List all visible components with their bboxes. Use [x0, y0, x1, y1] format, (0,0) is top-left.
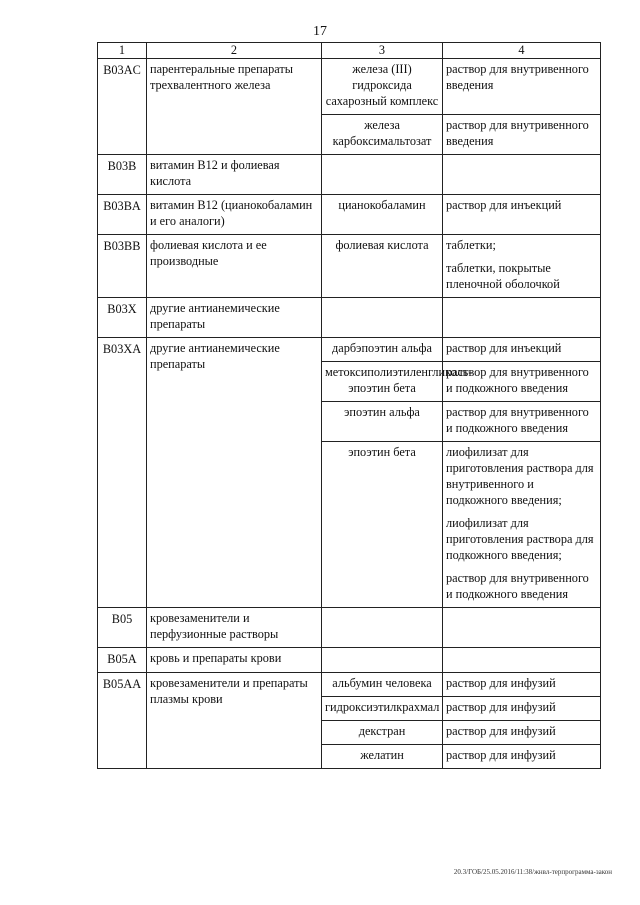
atc-code-cell: B03X [98, 298, 147, 338]
column-header-2: 2 [147, 43, 322, 59]
atc-code-cell: B03XA [98, 338, 147, 608]
atc-code-cell: B05A [98, 648, 147, 673]
drug-name-cell [322, 155, 443, 195]
table-row [98, 648, 601, 673]
drug-name-cell: гидроксиэтилкрахмал [322, 697, 443, 721]
table-row [98, 338, 601, 362]
drug-table [97, 42, 601, 769]
group-name-cell: витамин В12 (цианокобаламин и его аналоги) [147, 195, 322, 235]
group-name-cell: другие антианемические препараты [147, 338, 322, 608]
drug-name-cell: эпоэтин альфа [322, 402, 443, 442]
document-footer: 20.3/ГОБ/25.05.2016/11:38/жнвл-терпрограмма-закон [453, 868, 612, 876]
dosage-form: раствор для внутривенного и подкожного введения [446, 365, 589, 395]
drug-name-cell: железа (III) гидроксида сахарозный комплекс [322, 59, 443, 115]
dosage-form: раствор для инфузий [446, 700, 556, 714]
group-name-cell: кровь и препараты крови [147, 648, 322, 673]
page-number: 17 [313, 24, 327, 39]
drug-name-cell: эпоэтин бета [322, 442, 443, 608]
table-row [98, 298, 601, 338]
dosage-form: раствор для внутривенного и подкожного введения [446, 405, 589, 435]
atc-code-cell: B05AA [98, 673, 147, 769]
drug-name-cell: фолиевая кислота [322, 235, 443, 298]
dosage-form: таблетки; [446, 238, 496, 252]
dosage-form-cell [443, 59, 601, 115]
drug-name-cell: цианокобаламин [322, 195, 443, 235]
table-row [98, 673, 601, 697]
dosage-form-cell [443, 115, 601, 155]
table-row [98, 59, 601, 115]
group-name-cell: витамин В12 и фолиевая кислота [147, 155, 322, 195]
dosage-form: раствор для инфузий [446, 676, 556, 690]
dosage-form-cell [443, 608, 601, 648]
table-row [98, 155, 601, 195]
atc-code-cell: B03BA [98, 195, 147, 235]
dosage-form: лиофилизат для приготовления раствора для внутривенного и подкожного введения; [446, 445, 594, 507]
dosage-form: раствор для внутривенного введения [446, 62, 589, 92]
drug-name-cell [322, 298, 443, 338]
table-row [98, 195, 601, 235]
dosage-form-cell [443, 195, 601, 235]
dosage-form: таблетки, покрытые пленочной оболочкой [446, 261, 560, 291]
group-name-cell: кровезаменители и препараты плазмы крови [147, 673, 322, 769]
atc-code-cell: B05 [98, 608, 147, 648]
dosage-form: раствор для инфузий [446, 748, 556, 762]
drug-name-cell: желатин [322, 745, 443, 769]
dosage-form-cell [443, 298, 601, 338]
dosage-form-cell [443, 362, 601, 402]
dosage-form: раствор для внутривенного введения [446, 118, 589, 148]
dosage-form: раствор для инъекций [446, 198, 562, 212]
dosage-form-cell [443, 721, 601, 745]
dosage-form: раствор для внутривенного и подкожного введения [446, 571, 589, 601]
dosage-form-cell [443, 745, 601, 769]
table-body [98, 59, 601, 769]
drug-name-cell: декстран [322, 721, 443, 745]
atc-code-cell: B03AC [98, 59, 147, 155]
table-header-row [98, 43, 601, 59]
dosage-form: раствор для инфузий [446, 724, 556, 738]
column-header-1: 1 [98, 43, 147, 59]
group-name-cell: кровезаменители и перфузионные растворы [147, 608, 322, 648]
drug-name-cell: альбумин человека [322, 673, 443, 697]
drug-name-cell [322, 608, 443, 648]
column-header-3: 3 [322, 43, 443, 59]
drug-name-cell: железа карбоксимальтозат [322, 115, 443, 155]
drug-name-cell [322, 648, 443, 673]
atc-code-cell: B03B [98, 155, 147, 195]
dosage-form: лиофилизат для приготовления раствора для подкожного введения; [446, 516, 594, 562]
group-name-cell: фолиевая кислота и ее производные [147, 235, 322, 298]
group-name-cell: другие антианемические препараты [147, 298, 322, 338]
dosage-form: раствор для инъекций [446, 341, 562, 355]
dosage-form-cell [443, 442, 601, 608]
dosage-form-cell [443, 673, 601, 697]
dosage-form-cell [443, 648, 601, 673]
drug-name-cell: метоксиполиэтиленгликоль-эпоэтин бета [322, 362, 443, 402]
dosage-form-cell [443, 338, 601, 362]
dosage-form-cell [443, 235, 601, 298]
dosage-form-cell [443, 155, 601, 195]
atc-code-cell: B03BB [98, 235, 147, 298]
drug-name-cell: дарбэпоэтин альфа [322, 338, 443, 362]
dosage-form-cell [443, 697, 601, 721]
column-header-4: 4 [443, 43, 601, 59]
dosage-form-cell [443, 402, 601, 442]
group-name-cell: парентеральные препараты трехвалентного железа [147, 59, 322, 155]
table-row [98, 608, 601, 648]
table-row [98, 235, 601, 298]
